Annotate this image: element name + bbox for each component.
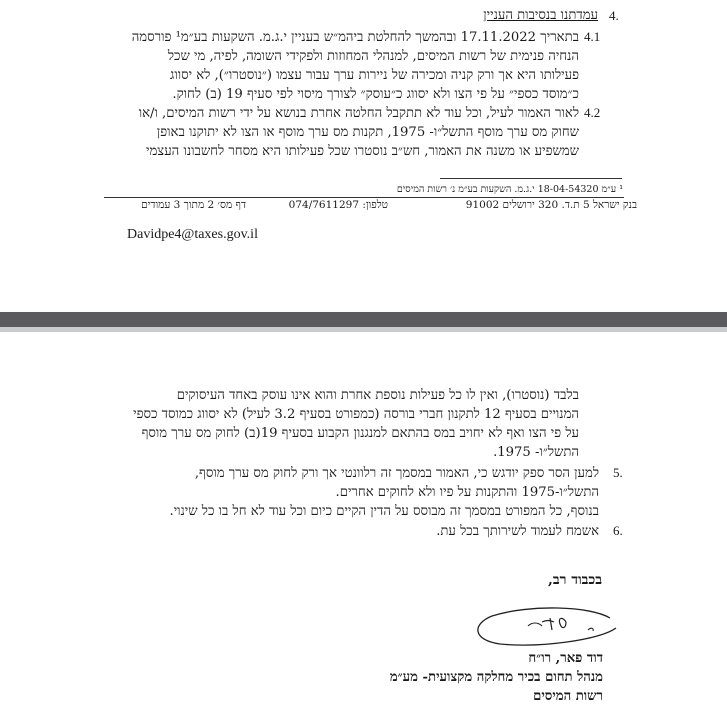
para-4-1-line-3: פעילותו היא אך ורק קניה ומכירה של ניירות ערך עבור עצמו (״נוסטרו״), לא יסווג bbox=[170, 68, 579, 83]
continuation-line-2: המנויים בסעיף 12 לתקנון חברי בורסה (כמפורט בסעיף 3.2 לעיל) לא יסווג כמוסד כספי bbox=[133, 407, 579, 422]
continuation-line-1: בלבד (נוסטרו), ואין לו כל פעילות נוספת אחרת והוא אינו עוסק באחד העיסוקים bbox=[176, 388, 579, 403]
para-4-1-line-4: כ״מוסד כספי״ על פי הצו ולא יסווג כ״עוסק״ לצורך מיסוי לפי סעיף 19 (ב) לחוק. bbox=[172, 87, 579, 102]
footnote-separator bbox=[440, 178, 622, 179]
para-4-2-line-3: שמשפיע או משנה את האמור, חש״ב נוסטרו שכל פעילותו היא מסחר לחשבונו העצמי bbox=[146, 144, 579, 159]
section-5-line-1: למען הסר ספק יודגש כי, האמור במסמך זה רלוונטי אך ורק לחוק מס ערך מוסף, bbox=[194, 466, 599, 481]
para-4-1-line-1: בתאריך 17.11.2022 ובהמשך להחלטת ביהמ״ש בעניין י.ג.מ. השקעות בע״מ¹ פורסמה bbox=[131, 30, 579, 45]
section-5-line-3: בנוסף, כל המפורט במסמך זה מבוסס על הדין הקיים כיום וכל עוד לא חל בו כל שינוי. bbox=[169, 504, 599, 519]
footer-rule bbox=[104, 197, 624, 198]
footer-page-count: דף מס׳ 2 מתוך 3 עמודים bbox=[141, 199, 246, 211]
footnote-text: ¹ ע״מ 18-04-54320 י.ג.מ. השקעות בע״מ נ׳ רשות המיסים bbox=[396, 184, 623, 195]
signer-name: דוד פאר, רו״ח bbox=[528, 651, 603, 666]
continuation-line-4: התשל״ו- 1975. bbox=[493, 445, 579, 460]
section-6-number: 6. bbox=[613, 523, 623, 538]
section-6-text: אשמח לעמוד לשירותך בכל עת. bbox=[436, 524, 599, 539]
page-separator-shadow bbox=[0, 327, 727, 332]
para-4-2-line-1: לאור האמור לעיל, וכל עוד לא תתקבל החלטה אחרת בנושא על ידי רשות המיסים, ו/או bbox=[138, 106, 579, 121]
continuation-line-3: על פי הצו ואף לא יחויב במס בהתאם למנגנון הקבוע בסעיף 19(ב) לחוק מס ערך מוסף bbox=[141, 426, 579, 441]
contact-email[interactable]: Davidpe4@taxes.gov.il bbox=[127, 227, 258, 242]
signature-image bbox=[470, 600, 620, 650]
para-4-2-number: 4.2 bbox=[584, 105, 601, 120]
section-4-number: 4. bbox=[609, 8, 619, 23]
footer-address: בנק ישראל 5 ת.ד. 320 ירושלים 91002 bbox=[465, 199, 637, 211]
para-4-1-line-2: הנחיה פנימית של רשות המיסים, למנהלי המחוזות ולפקידי השומה, לפיה, מי שכל bbox=[167, 49, 579, 64]
para-4-1-number: 4.1 bbox=[584, 29, 601, 44]
signer-role: מנהל תחום בכיר מחלקה מקצועית- מע״מ bbox=[389, 670, 603, 685]
footer-phone: טלפון: 074/7611297 bbox=[288, 199, 388, 211]
signer-organization: רשות המיסים bbox=[533, 689, 603, 704]
para-4-2-line-2: שחוק מס ערך מוסף התשל״ו- 1975, תקנות מס ערך מוסף או הצו לא יתוקנו באופן bbox=[156, 125, 579, 140]
closing-salutation: בכבוד רב, bbox=[547, 572, 602, 588]
section-4-title: עמדתנו בנסיבות העניין bbox=[483, 8, 598, 23]
page-separator bbox=[0, 312, 727, 327]
section-5-line-2: התשל״ו-1975 והתקנות על פיו ולא לחוקים אחרים. bbox=[335, 485, 599, 500]
section-5-number: 5. bbox=[613, 465, 623, 480]
